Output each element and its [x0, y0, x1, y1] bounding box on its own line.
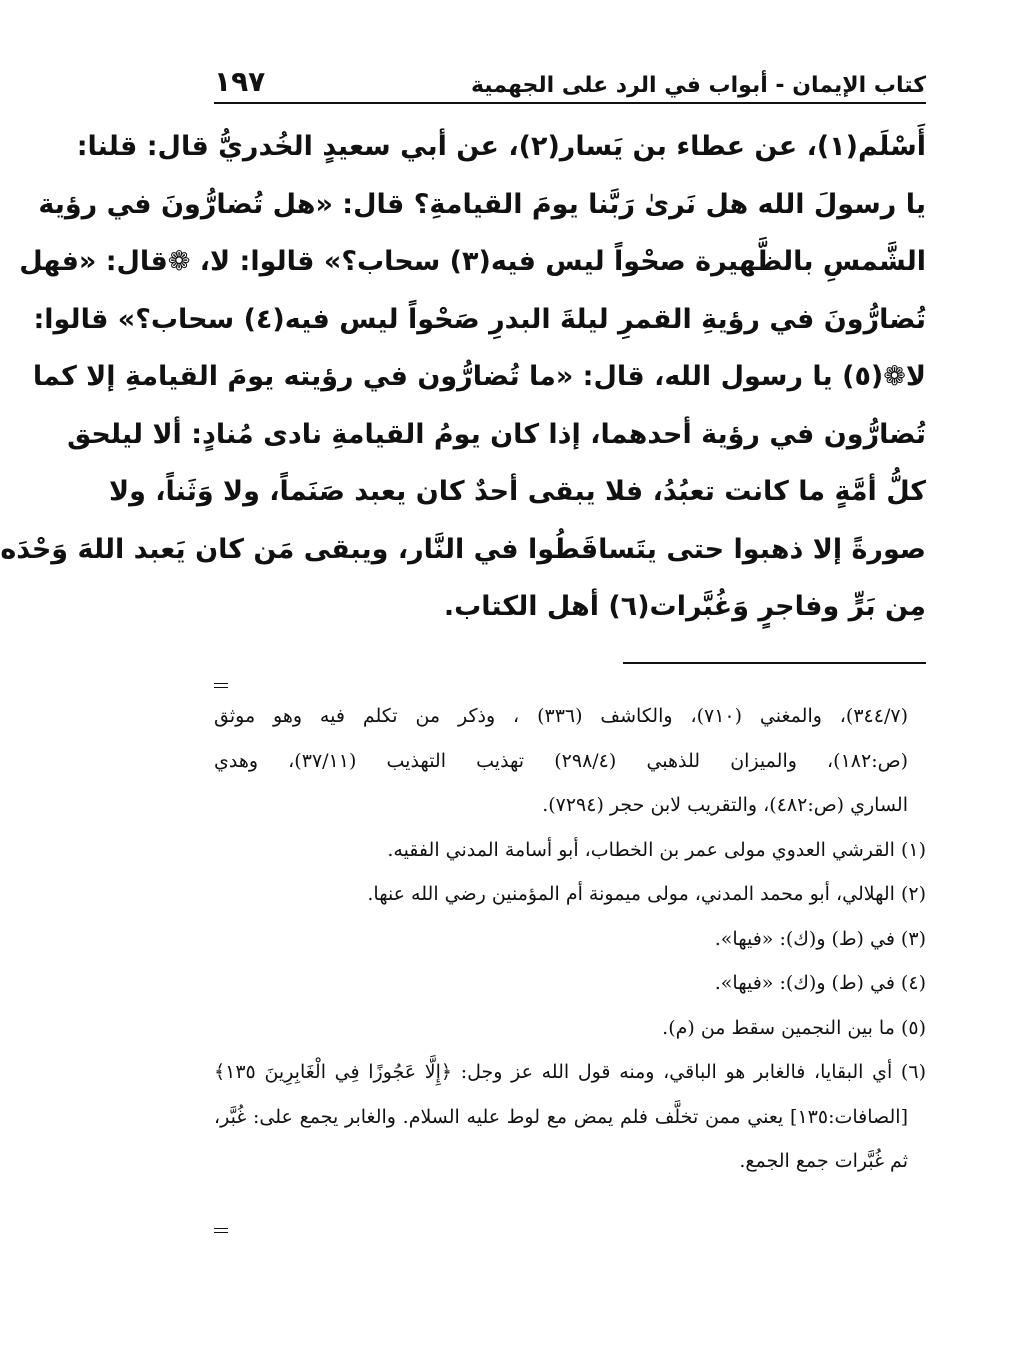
footnote-4: (٤) في (ط) و(ك): «فيها».	[714, 972, 926, 994]
footnote-2: (٢) الهلالي، أبو محمد المدني، مولى ميمونة أم المؤمنين رضي الله عنها.	[367, 883, 926, 905]
footnote-1: (١) القرشي العدوي مولى عمر بن الخطاب، أبو أسامة المدني الفقيه.	[387, 838, 926, 861]
main-line-7: كلُّ أمَّةٍ ما كانت تعبُدُ، فلا يبقى أحدٌ كان يعبد صَنَماً، ولا وَثَناً، ولا	[108, 476, 926, 507]
footnote-6: (٦) أي البقايا، فالغابر هو الباقي، ومنه قول الله عز وجل: ﴿إِلَّا عَجُوزًا فِي الْغَابِرِينَ ١٣٥﴾	[214, 1061, 926, 1083]
main-line-2: يا رسولَ الله هل نَرىٰ رَبَّنا يومَ القيامةِ؟ قال: «هل تُضارُّونَ في رؤية	[38, 188, 926, 220]
page-header	[214, 58, 926, 98]
continuation-mark-top	[214, 683, 228, 688]
header-rule	[214, 102, 926, 104]
main-line-1: أَسْلَم(١)، عن عطاء بن يَسار(٢)، عن أبي سعيدٍ الخُدريُّ قال: قلنا:	[76, 131, 926, 162]
footnote-6-line-2: [الصافات:١٣٥] يعني ممن تخلَّف فلم يمض مع لوط عليه السلام. والغابر يجمع على: غُبَّر،	[214, 1105, 908, 1128]
main-line-4: تُضارُّونَ في رؤيةِ القمرِ ليلةَ البدرِ صَحْواً ليس فيه(٤) سحاب؟» قالوا:	[33, 303, 926, 335]
main-line-8: صورةً إلا ذهبوا حتى يتَساقَطُوا في النَّار، ويبقى مَن كان يَعبد اللهَ وَحْدَه	[0, 533, 926, 565]
main-line-3: الشَّمسِ بالظَّهيرة صحْواً ليس فيه(٣) سحاب؟» قالوا: لا، ❁قال: «فهل	[19, 246, 926, 277]
footnote-line-2: (ص:١٨٢)، والميزان للذهبي (٢٩٨/٤) تهذيب التهذيب (٣٧/١١)، وهدي	[214, 749, 909, 772]
running-title: كتاب الإيمان - أبواب في الرد على الجهمية	[470, 73, 926, 98]
footnote-5: (٥) ما بين النجمين سقط من (م).	[662, 1016, 926, 1039]
footnote-separator	[623, 662, 926, 664]
footnote-line-3: الساري (ص:٤٨٢)، والتقريب لابن حجر (٧٢٩٤).	[542, 794, 908, 816]
main-text	[0, 118, 926, 636]
page-number: ١٩٧	[214, 65, 266, 98]
main-line-6: تُضارُّون في رؤية أحدهما، إذا كان يومُ القيامةِ نادى مُنادٍ: ألا ليلحق	[67, 418, 926, 450]
footnote-6-line-3: ثم غُبَّرات جمع الجمع.	[739, 1150, 908, 1172]
footnotes	[214, 694, 926, 1184]
footnote-line-1: (٣٤٤/٧)، والمغني (٧١٠)، والكاشف (٣٣٦) ، وذكر من تكلم فيه وهو موثق	[214, 705, 908, 727]
main-line-5: لا❁(٥) يا رسول الله، قال: «ما تُضارُّون في رؤيته يومَ القيامةِ إلا كما	[32, 361, 926, 392]
main-line-9: مِن بَرٍّ وفاجرٍ وَغُبَّرات(٦) أهل الكتاب.	[443, 591, 926, 622]
footnote-3: (٣) في (ط) و(ك): «فيها».	[714, 927, 926, 950]
continuation-mark-bottom	[214, 1228, 228, 1233]
